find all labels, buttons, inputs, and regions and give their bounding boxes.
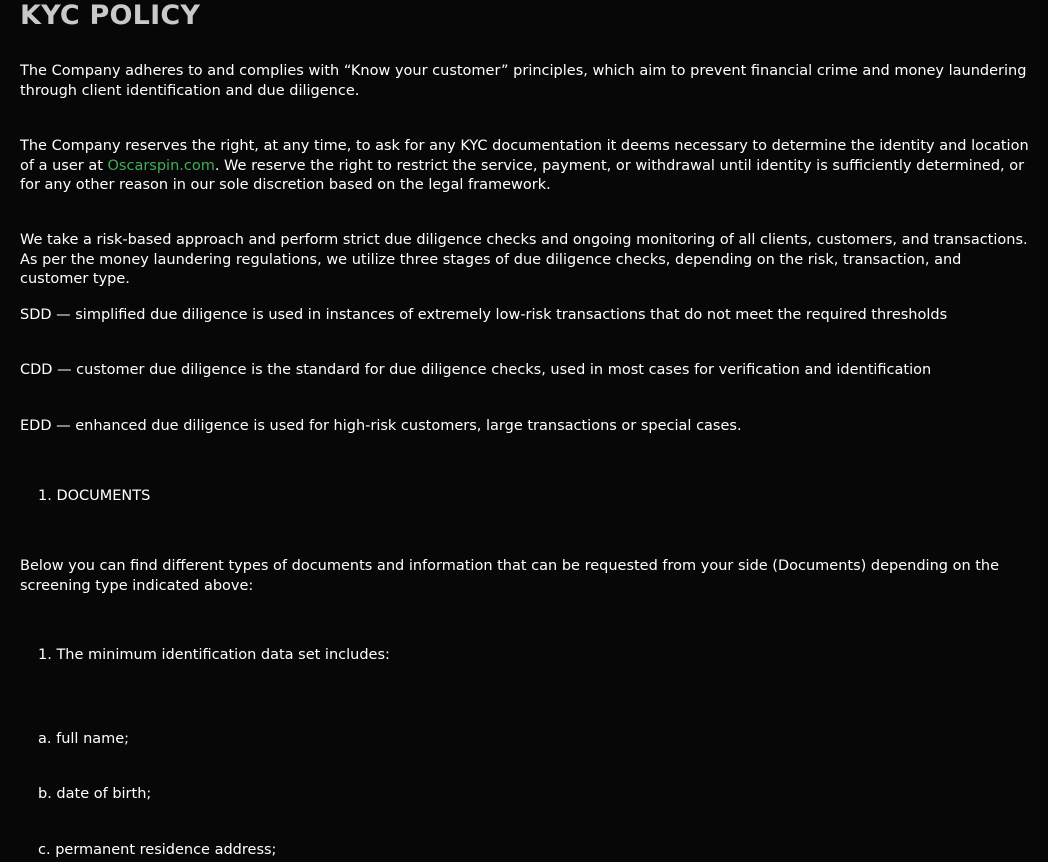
list-item: a. full name; [38, 731, 130, 747]
list-item: b. date of birth; [38, 786, 152, 802]
documents-section-heading: 1. DOCUMENTS [38, 488, 151, 504]
page-title: KYC POLICY [20, 0, 201, 31]
minimum-data-heading: 1. The minimum identification data set includes: [38, 647, 390, 663]
list-item: c. permanent residence address; [38, 842, 277, 858]
rights-text-start: The Company reserves the right, at any time, to ask for any KYC documentation it deems necessary to determine the identity and location of a user at [20, 138, 1029, 174]
risk-approach-paragraph: We take a risk-based approach and perform strict due diligence checks and ongoing monitoring of all clients, customers, and transactions. As per the money laundering regulations, we utilize three stages of due diligence checks, depending on the risk, transaction, and customer type. [20, 232, 1028, 287]
intro-paragraph: The Company adheres to and complies with “Know your customer” principles, which aim to prevent financial crime and money laundering through client identification and due diligence. [20, 63, 1027, 99]
documents-intro-paragraph: Below you can find different types of documents and information that can be requested from your side (Documents) depending on the screening type indicated above: [20, 558, 1000, 594]
sdd-paragraph: SDD — simplified due diligence is used in instances of extremely low-risk transactions that do not meet the required thresholds [20, 307, 948, 323]
cdd-paragraph: CDD — customer due diligence is the standard for due diligence checks, used in most cases for verification and identification [20, 362, 932, 378]
edd-paragraph: EDD — enhanced due diligence is used for high-risk customers, large transactions or special cases. [20, 418, 742, 434]
rights-text-end: . We reserve the right to restrict the service, payment, or withdrawal until identity is sufficiently determined, or for any other reason in our sole discretion based on the legal framework. [20, 157, 1025, 193]
rights-paragraph [20, 137, 1032, 196]
oscarspin-link[interactable]: Oscarspin.com [107, 157, 215, 174]
